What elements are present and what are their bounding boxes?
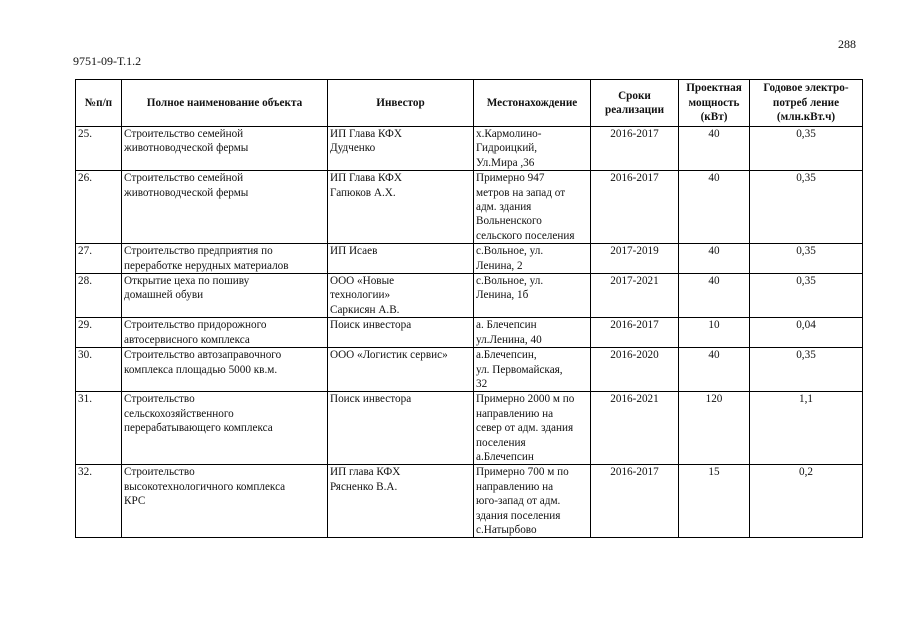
header-consumption: Годовое электро- потреб ление (млн.кВт.ч) <box>750 80 863 127</box>
row-object-name: Строительство автозаправочного комплекса площадью 5000 кв.м. <box>122 348 328 392</box>
row-consumption: 0,35 <box>750 244 863 274</box>
row-period: 2017-2019 <box>591 244 679 274</box>
row-number: 25. <box>76 127 122 171</box>
row-investor: ИП Исаев <box>328 244 474 274</box>
row-power: 40 <box>679 127 750 171</box>
row-number: 26. <box>76 171 122 244</box>
row-investor: ИП Глава КФХ Гапюков А.Х. <box>328 171 474 244</box>
header-number: №п/п <box>76 80 122 127</box>
header-investor: Инвестор <box>328 80 474 127</box>
row-number: 29. <box>76 318 122 348</box>
row-object-name: Строительство сельскохозяйственного перерабатывающего комплекса <box>122 392 328 465</box>
row-consumption: 0,35 <box>750 127 863 171</box>
header-power: Проектная мощность (кВт) <box>679 80 750 127</box>
row-location: с.Вольное, ул. Ленина, 2 <box>474 244 591 274</box>
row-object-name: Строительство семейной животноводческой фермы <box>122 171 328 244</box>
row-period: 2017-2021 <box>591 274 679 318</box>
row-number: 27. <box>76 244 122 274</box>
row-object-name: Открытие цеха по пошиву домашней обуви <box>122 274 328 318</box>
row-period: 2016-2020 <box>591 348 679 392</box>
row-period: 2016-2017 <box>591 171 679 244</box>
table-row <box>76 392 863 465</box>
table-row <box>76 465 863 538</box>
row-number: 30. <box>76 348 122 392</box>
page-number: 288 <box>838 37 856 51</box>
row-location: а. Блечепсин ул.Ленина, 40 <box>474 318 591 348</box>
row-power: 10 <box>679 318 750 348</box>
row-number: 28. <box>76 274 122 318</box>
row-location: Примерно 2000 м по направлению на север от адм. здания поселения а.Блечепсин <box>474 392 591 465</box>
row-investor: ИП глава КФХ Рясненко В.А. <box>328 465 474 538</box>
row-consumption: 0,35 <box>750 348 863 392</box>
row-period: 2016-2017 <box>591 465 679 538</box>
row-location: с.Вольное, ул. Ленина, 1б <box>474 274 591 318</box>
row-consumption: 0,35 <box>750 274 863 318</box>
row-number: 31. <box>76 392 122 465</box>
row-location: х.Кармолино- Гидроицкий, Ул.Мира ,36 <box>474 127 591 171</box>
row-object-name: Строительство высокотехнологичного комплекса КРС <box>122 465 328 538</box>
row-period: 2016-2017 <box>591 127 679 171</box>
header-object-name: Полное наименование объекта <box>122 80 328 127</box>
row-location: Примерно 947 метров на запад от адм. здания Вольненского сельского поселения <box>474 171 591 244</box>
row-number: 32. <box>76 465 122 538</box>
investment-objects-table <box>75 79 863 538</box>
row-object-name: Строительство предприятия по переработке нерудных материалов <box>122 244 328 274</box>
table-row <box>76 318 863 348</box>
row-investor: ООО «Новые технологии» Саркисян А.В. <box>328 274 474 318</box>
row-object-name: Строительство придорожного автосервисного комплекса <box>122 318 328 348</box>
table-row <box>76 244 863 274</box>
row-consumption: 0,35 <box>750 171 863 244</box>
row-power: 120 <box>679 392 750 465</box>
row-power: 40 <box>679 348 750 392</box>
row-investor: Поиск инвестора <box>328 318 474 348</box>
row-power: 40 <box>679 274 750 318</box>
table-row <box>76 171 863 244</box>
header-period: Сроки реализации <box>591 80 679 127</box>
row-investor: Поиск инвестора <box>328 392 474 465</box>
table-row <box>76 348 863 392</box>
table-row <box>76 274 863 318</box>
row-location: Примерно 700 м по направлению на юго-запад от адм. здания поселения с.Натырбово <box>474 465 591 538</box>
header-location: Местонахождение <box>474 80 591 127</box>
row-consumption: 1,1 <box>750 392 863 465</box>
row-power: 40 <box>679 244 750 274</box>
row-power: 40 <box>679 171 750 244</box>
document-code: 9751-09-Т.1.2 <box>73 54 142 68</box>
row-power: 15 <box>679 465 750 538</box>
row-location: а.Блечепсин, ул. Первомайская, 32 <box>474 348 591 392</box>
row-object-name: Строительство семейной животноводческой фермы <box>122 127 328 171</box>
row-period: 2016-2017 <box>591 318 679 348</box>
row-investor: ООО «Логистик сервис» <box>328 348 474 392</box>
table-row <box>76 127 863 171</box>
row-period: 2016-2021 <box>591 392 679 465</box>
row-consumption: 0,2 <box>750 465 863 538</box>
table-header-row <box>76 80 863 127</box>
row-investor: ИП Глава КФХ Дудченко <box>328 127 474 171</box>
row-consumption: 0,04 <box>750 318 863 348</box>
